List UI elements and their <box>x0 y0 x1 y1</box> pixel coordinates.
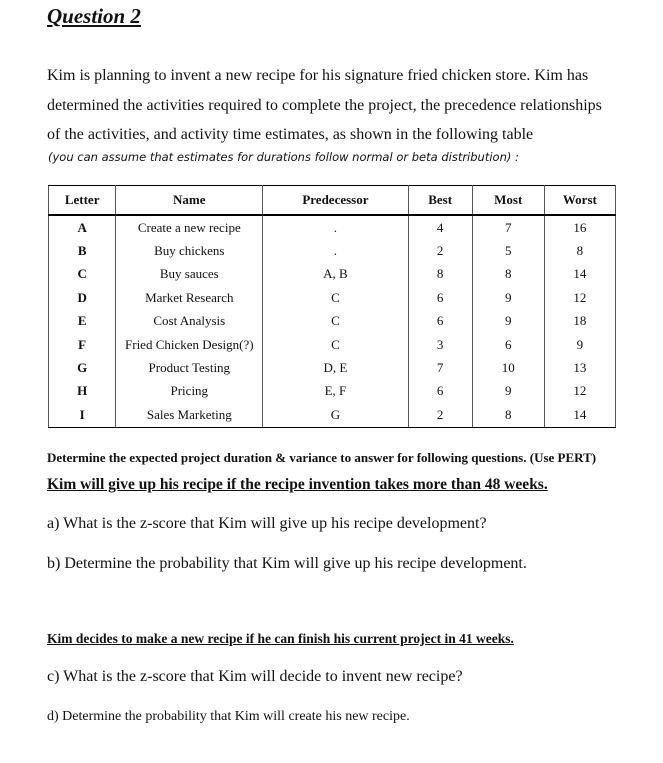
cell-predecessor: G <box>263 403 408 427</box>
table-row <box>49 263 616 286</box>
header-best: Best <box>408 186 472 216</box>
cell-name: Product Testing <box>116 356 263 379</box>
cell-best: 3 <box>408 333 472 356</box>
cell-best: 6 <box>408 286 472 309</box>
cell-most: 5 <box>472 239 544 262</box>
cell-name: Market Research <box>116 286 263 309</box>
cell-worst: 8 <box>544 239 615 262</box>
cell-best: 2 <box>408 239 472 262</box>
cell-worst: 12 <box>544 286 615 309</box>
intro-line-2: determined the activities required to complete the project, the precedence relationships <box>47 96 602 114</box>
cell-most: 9 <box>472 286 544 309</box>
distribution-note: (you can assume that estimates for durations follow normal or beta distribution) : <box>48 150 519 164</box>
cell-letter: H <box>49 380 116 403</box>
cell-worst: 14 <box>544 263 615 286</box>
cell-most: 9 <box>472 310 544 333</box>
cell-letter: F <box>49 333 116 356</box>
intro-line-3: of the activities, and activity time estimates, as shown in the following table <box>47 126 534 143</box>
section1-heading: Kim will give up his recipe if the recipe invention takes more than 48 weeks. <box>47 476 548 493</box>
cell-name: Pricing <box>116 380 263 403</box>
pert-instructions: Determine the expected project duration & variance to answer for following questions. (Use PERT) <box>47 450 597 465</box>
cell-name: Buy chickens <box>116 239 263 262</box>
cell-best: 6 <box>408 310 472 333</box>
cell-predecessor: A, B <box>263 263 408 286</box>
cell-most: 6 <box>472 333 544 356</box>
section2-heading: Kim decides to make a new recipe if he can finish his current project in 41 weeks. <box>47 631 514 646</box>
cell-letter: G <box>49 356 116 379</box>
cell-letter: D <box>49 286 116 309</box>
cell-predecessor: E, F <box>263 380 408 403</box>
cell-best: 4 <box>408 215 472 239</box>
cell-letter: I <box>49 403 116 427</box>
table-row <box>49 286 616 309</box>
question-a: a) What is the z-score that Kim will give up his recipe development? <box>47 515 487 532</box>
cell-worst: 16 <box>544 215 615 239</box>
cell-worst: 12 <box>544 380 615 403</box>
cell-predecessor: . <box>263 239 408 262</box>
question-d: d) Determine the probability that Kim will create his new recipe. <box>47 709 410 724</box>
cell-predecessor: C <box>263 286 408 309</box>
cell-most: 9 <box>472 380 544 403</box>
table-row <box>49 403 616 427</box>
question-title: Question 2 <box>47 4 141 28</box>
cell-most: 8 <box>472 403 544 427</box>
cell-predecessor: . <box>263 215 408 239</box>
header-worst: Worst <box>544 186 615 216</box>
intro-paragraph <box>47 61 647 150</box>
cell-worst: 18 <box>544 310 615 333</box>
cell-worst: 9 <box>544 333 615 356</box>
cell-most: 7 <box>472 215 544 239</box>
cell-name: Fried Chicken Design(?) <box>116 333 263 356</box>
table-row <box>49 215 616 239</box>
question-c: c) What is the z-score that Kim will decide to invent new recipe? <box>47 668 463 685</box>
table-row <box>49 333 616 356</box>
cell-letter: B <box>49 239 116 262</box>
cell-best: 8 <box>408 263 472 286</box>
header-letter: Letter <box>49 186 116 216</box>
cell-name: Create a new recipe <box>116 215 263 239</box>
cell-name: Buy sauces <box>116 263 263 286</box>
cell-worst: 14 <box>544 403 615 427</box>
cell-letter: A <box>49 215 116 239</box>
cell-worst: 13 <box>544 356 615 379</box>
header-name: Name <box>116 186 263 216</box>
table-row <box>49 310 616 333</box>
cell-most: 10 <box>472 356 544 379</box>
table-row <box>49 239 616 262</box>
cell-name: Cost Analysis <box>116 310 263 333</box>
question-b: b) Determine the probability that Kim will give up his recipe development. <box>47 555 527 572</box>
cell-predecessor: C <box>263 333 408 356</box>
table-row <box>49 356 616 379</box>
header-predecessor: Predecessor <box>263 186 408 216</box>
cell-best: 7 <box>408 356 472 379</box>
cell-best: 2 <box>408 403 472 427</box>
cell-name: Sales Marketing <box>116 403 263 427</box>
intro-line-1: Kim is planning to invent a new recipe for his signature fried chicken store. Kim has <box>47 67 589 84</box>
cell-most: 8 <box>472 263 544 286</box>
table-header-row <box>49 186 616 216</box>
cell-predecessor: D, E <box>263 356 408 379</box>
header-most: Most <box>472 186 544 216</box>
cell-best: 6 <box>408 380 472 403</box>
table-row <box>49 380 616 403</box>
activity-table <box>48 185 616 428</box>
cell-letter: E <box>49 310 116 333</box>
cell-letter: C <box>49 263 116 286</box>
cell-predecessor: C <box>263 310 408 333</box>
